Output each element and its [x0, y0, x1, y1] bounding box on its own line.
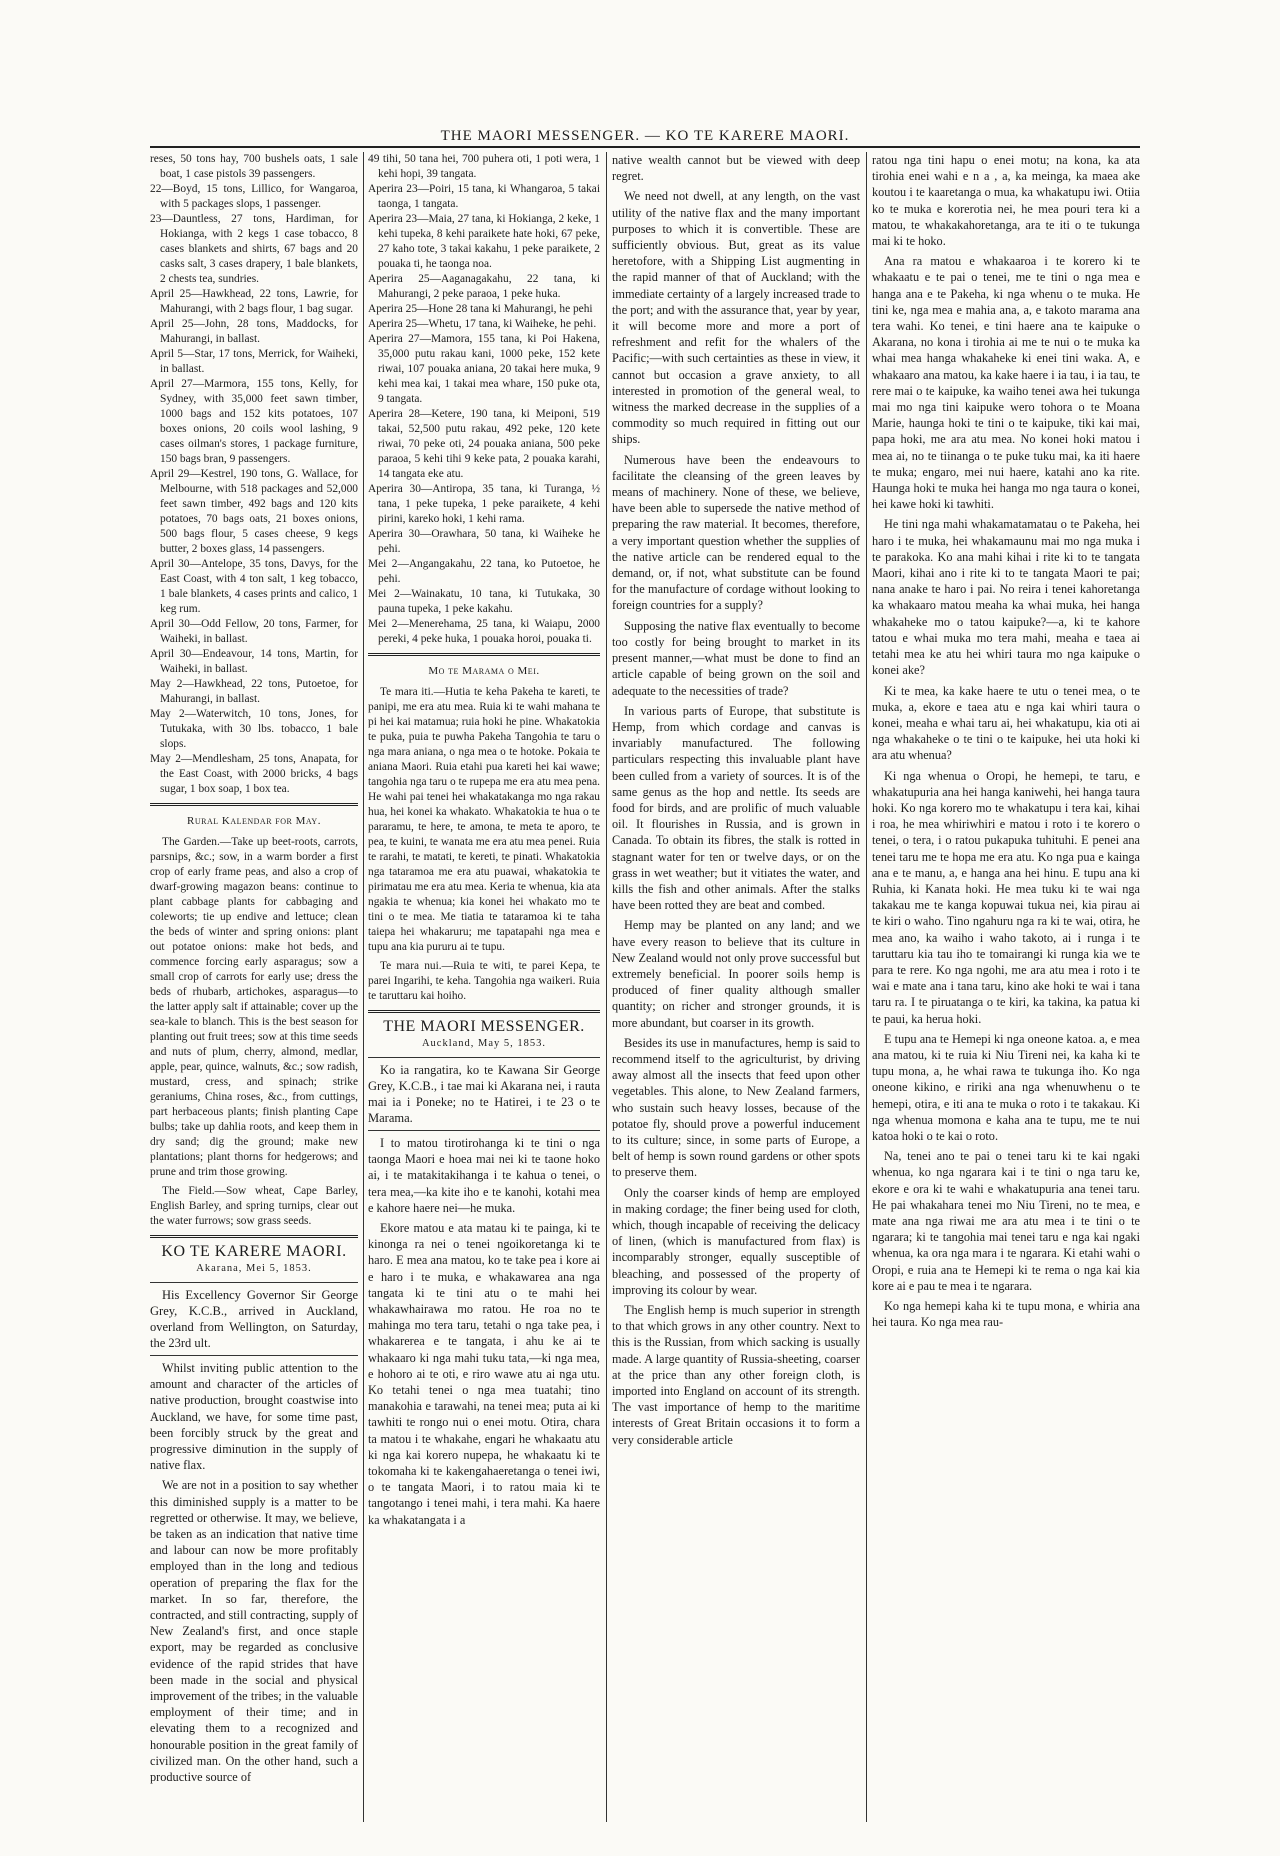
section-rule	[368, 653, 600, 656]
article-paragraph: Ana ra matou e whakaaroa i te korero ki te whakaatu e te pai o tenei, me te tini o nga mea e hanga ana e te Pakeha, ki nga whenu o te muka. He tini ke, nga mea e mahia ana, a, e takoto marama ana tera wahi. Ko tenei, e tini haere ana te kaipuke o Akarana, no kona i tirohia ai me te nui o te muka ka whai mea hanga whakaheke ki enei tini waka. A, e whakaaro ana matou, ka kake haere i ia tau, i ia tau, te rere mai o te kaipuke, ka waiho tenei awa hei tukunga mai mo nga tini kaipuke wero tohora o te Moana Marie, haunga hoki te tini o te kaipuke, tiki kai mai, papa hoki, me ara atu mea. No konei hoki matou i mea ai, no te tiinanga o te puke tuku mai, ka iti haere te muka; engaro, mei nui haere, katahi ano ka rite. Haunga hoki te muka hei hanga mo nga taura o konei, hei kawe hoki ki tawhiti.	[872, 254, 1140, 512]
article-paragraph: Numerous have been the endeavours to facilitate the cleansing of the green leaves by means of machinery. None of these, we believe, have been able to supersede the native method of preparing the raw material. It becomes, therefore, a very important question whether the supplies of the native article can be rendered equal to the demand, or, if not, what substitute can be found for the manufacture of cordage without looking to foreign countries for a supply?	[612, 452, 860, 613]
article-paragraph: Only the coarser kinds of hemp are employed in making cordage; the finer being used for cloth, which, though incapable of receiving the delicacy of linen, (which is manufactured from flax) is incomparably stronger, equally susceptible of bleaching, and possessed of the property of improving its colour by wear.	[612, 1185, 860, 1297]
shipping-entry: April 30—Endeavour, 14 tons, Martin, for Waiheki, in ballast.	[150, 648, 358, 675]
shipping-entry: Aperira 23—Maia, 27 tana, ki Hokianga, 2 keke, 1 kehi tupeka, 8 kehi paraikete hate hoki, 67 peke, 27 kaho tote, 3 takai kakahu, 1 peke paraikete, 2 pouaka ti, he taonga noa.	[368, 213, 600, 270]
article-paragraph: ratou nga tini hapu o enei motu; na kona, ka ata tirohia enei wahi e n a , a, ka meinga, ka maea ake koutou i te kaaretanga o mua, ka whakatupu iwi. Otiia ko te muka e korerotia nei, he mea pouri tera ki a matou, te whakakahoretanga, ara te iti o te tukunga mai ki te hoko.	[872, 153, 1140, 249]
head-rule	[150, 146, 1140, 148]
lead-paragraph: Ko ia rangatira, ko te Kawana Sir George Grey, K.C.B., i tae mai ki Akarana nei, i rauta mai ia i Poneke; no te Hatirei, i te 23 o te Marama.	[368, 1063, 600, 1125]
article-paragraph: He tini nga mahi whakamatamatau o te Pakeha, hei haro i te muka, hei whakamaunu mai mo nga muka i te parakoka. Ko ana mahi kihai i rite ki to te tangata Maori, kihai ano i rite ki to te tangata Maori te pai; nana anake te haro i pai. No reira i tenei kahoretanga ka whakaaro matou meaha ka whai muka, hei hanga whakaheke mo o tatou kaipuke?—a, ki te kahore tatou e whai muka mo tera mahi, meaha e taea ai tetahi mea ke atu hei whiri taura mo nga kaipuke o konei ake?	[872, 517, 1140, 678]
shipping-entry: 49 tihi, 50 tana hei, 700 puhera oti, 1 poti wera, 1 kehi hopi, 39 tangata.	[368, 153, 600, 180]
article-paragraph: I to matou tirotirohanga ki te tini o nga taonga Maori e hoea mai nei ki te taone hoko ai, i te matakitakihanga i te kahua o tenei, o tera mea,—ka kite iho e te kanohi, kotahi mea e kahore haere nei—he muka.	[368, 1136, 600, 1215]
marama-paragraph: Te mara iti.—Hutia te keha Pakeha te kareti, te panipi, me era atu mea. Ruia ki te wahi mahana te pi hei kai matamua; ruia hoki he pine. Whakatokia te puka, puia te puwha Pakeha Tangohia te taru o nga mara aniana, o nga mea o te hotoke. Pokaia te aniana Maori. Ruia etahi pua kareti hei kai wawe; tangohia nga taru o te rupepa me era atu mea pena. He wahi pai tenei hei whakatakanga mo nga rakau hua, hei konei ka whakato. Whakatokia te hua o te pararamu, te here, te amona, te meta te aporo, te pea, te kuini, te wanata me era atu mea penei. Ruia te rarahi, te matati, te kereti, te pinati. Whakatokia nga tataramoa me era atu puawai, whakatokia te pirimatau me era atu mea. Keria te whenua, kia ata ngakia te whenua; kia konei hei whakato mo te tini o te mea. Me tiatia te tataramoa ki te taha taiepa hei whakaruru; me tapatapahi nga mea e tupu ana kia pururu ai te tupu.	[368, 686, 600, 953]
shipping-entry: May 2—Hawkhead, 22 tons, Putoetoe, for Mahurangi, in ballast.	[150, 678, 358, 705]
section-title-marama: Mo te Marama o Mei.	[428, 665, 540, 677]
column-2	[368, 152, 600, 1822]
section-rule	[150, 1355, 358, 1356]
article-paragraph: Supposing the native flax eventually to become too costly for being brought to market in its present manner,—what must be done to find an article capable of being grown on the soil and adequate to the necessities of trade?	[612, 618, 860, 698]
shipping-entry: 22—Boyd, 15 tons, Lillico, for Wangaroa, with 5 packages slops, 1 passenger.	[150, 183, 358, 210]
shipping-entry: Aperira 23—Poiri, 15 tana, ki Whangaroa, 5 takai taonga, 1 tangata.	[368, 183, 600, 210]
shipping-entry: Mei 2—Wainakatu, 10 tana, ki Tutukaka, 30 pauna tupeka, 1 peke kakahu.	[368, 588, 600, 615]
shipping-entry: May 2—Mendlesham, 25 tons, Anapata, for the East Coast, with 2000 bricks, 4 bags sugar, 1 box soap, 1 box tea.	[150, 753, 358, 795]
masthead-maori: KO TE KARERE MAORI.	[161, 1243, 347, 1260]
lead-paragraph: His Excellency Governor Sir George Grey, K.C.B., arrived in Auckland, overland from Wellington, on Saturday, the 23rd ult.	[150, 1288, 358, 1350]
kalendar-paragraph: The Garden.—Take up beet-roots, carrots, parsnips, &c.; sow, in a warm border a first crop of early frame peas, and also a crop of dwarf-growing magazon beans: continue to plant cabbage plants for cabbaging and coleworts; tie up endive and lettuce; clean the beds of winter and spring onions: plant out potatoe onions: make hot beds, and commence forcing early asparagus; sow a small crop of carrots for early use; dress the beds of rhubarb, artichokes, asparagus—to the latter apply salt if attainable; cover up the sea-kale to blanch. This is the best season for planting out fruit trees; sow at this time seeds and nuts of plum, cherry, almond, medlar, apple, pear, quince, walnuts, &c.; sow radish, mustard, cress, and spinach; strike geraniums, China roses, &c., from cuttings, part herbaceous plants; finish planting Cape bulbs; take up dahlia roots, and keep them in dry sand; dig the ground; make new plantations; plant thorns for hedgerows; and prune and trim those growing.	[150, 836, 358, 1178]
shipping-list-maori	[368, 152, 600, 647]
shipping-entry: May 2—Waterwitch, 10 tons, Jones, for Tutukaka, with 30 lbs. tobacco, 1 bale slops.	[150, 708, 358, 750]
section-rule	[368, 1130, 600, 1131]
shipping-entry: Aperira 27—Mamora, 155 tana, ki Poi Hakena, 35,000 putu rakau kani, 1000 peke, 152 kete riwai, 107 pouaka aniana, 20 takai here muka, 9 kehi mea kai, 1 takai mea whare, 150 puke ota, 9 tangata.	[368, 333, 600, 405]
article-paragraph: native wealth cannot but be viewed with deep regret.	[612, 153, 860, 184]
section-title-kalendar: Rural Kalendar for May.	[187, 815, 321, 827]
article-paragraph: The English hemp is much superior in strength to that which grows in any other country. Next to this is the Russian, from which sacking is usually made. A large quantity of Russia-sheeting, coarser at the price than any other foreign cloth, is imported into England on account of its strength. The vast importance of hemp to the maritime interests of Great Britain occasions it to form a very considerable article	[612, 1303, 860, 1447]
shipping-entry: reses, 50 tons hay, 700 bushels oats, 1 sale boat, 1 case pistols 39 passengers.	[150, 153, 358, 180]
shipping-entry: April 25—John, 28 tons, Maddocks, for Mahurangi, in ballast.	[150, 318, 358, 345]
shipping-entry: Mei 2—Angangakahu, 22 tana, ko Putoetoe, he pehi.	[368, 558, 600, 585]
shipping-entry: April 5—Star, 17 tons, Merrick, for Waiheki, in ballast.	[150, 348, 358, 375]
column-rule	[866, 152, 867, 1822]
shipping-entry: April 30—Odd Fellow, 20 tons, Farmer, for Waiheki, in ballast.	[150, 618, 358, 645]
column-1	[150, 152, 358, 1822]
dateline: Akarana, Mei 5, 1853.	[196, 1263, 312, 1274]
article-paragraph: Besides its use in manufactures, hemp is said to recommend itself to the agriculturist, by driving away almost all the insects that feed upon other vegetables. This alone, to New Zealand farmers, who sustain such heavy losses, because of the potatoe fly, should prove a powerful inducement to its culture; since, in some parts of Europe, a belt of hemp is sown round gardens or other spots to preserve them.	[612, 1035, 860, 1180]
article-paragraph: We need not dwell, at any length, on the vast utility of the native flax and the many important purposes to which it is convertible. These are sufficiently obvious. But, great as its value heretofore, with a Shipping List augmenting in the rapid manner of that of Auckland; with the immediate certainty of a largely increased trade to the port; and with the assurance that, year by year, it will become more and more a port of refreshment and refit for the whalers of the Pacific;—with such certainties as these in view, it cannot but occasion a grave anxiety, to all interested in promotion of the general weal, to witness the marked decrease in the supplies of a commodity so much required in fitting out our ships.	[612, 189, 860, 447]
column-4	[872, 152, 1140, 1822]
shipping-entry: Aperira 28—Ketere, 190 tana, ki Meiponi, 519 takai, 52,500 putu rakau, 492 peke, 120 kete riwai, 70 peke oti, 24 pouaka aniana, 500 peke paraoa, 5 kehi tihi 9 keke pata, 2 pouaka karahi, 14 tangata eke atu.	[368, 408, 600, 480]
article-paragraph: Ki nga whenua o Oropi, he hemepi, te taru, e whakatupuria ana hei hanga kaniwehi, hei hanga taura hoki. Ko nga korero mo te whakatupu i tera kai, kihai i roa, he mea whiriwhiri e matou i roto i te korero o tenei, o tera, i o ratou pukapuka tuhituhi. E penei ana tenei taru me te hopa me era atu. Ko nga pua e kainga ana e te manu, a, e hanga ana hei hinu. E tupu ana ki Ruhia, ki Kanata hoki. He mea tuku ki te wai nga takakau me te kanga kopuwai tukua nei, kia pirau ai te kiri o waho. Tino ngahuru nga ra ki te wai, otira, he mea ano, ka waiho i waho takoto, ai i runga i te taruttaru kia tau iho te tomairangi ki runga kia we te para te rere. Ko nga ngohi, me ara atu mea i roto i te wai e mate ana i tana taru, kino ake hoki te wai i tana taru ra. I te piruatanga o te kiri, ka takina, ka patua ki te paui, ka herua hoki.	[872, 768, 1140, 1026]
running-head: THE MAORI MESSENGER. — KO TE KARERE MAORI.	[440, 128, 850, 144]
shipping-entry: Aperira 25—Aaganagakahu, 22 tana, ki Mahurangi, 2 peke paraoa, 1 peke huka.	[368, 273, 600, 300]
shipping-entry: April 30—Antelope, 35 tons, Davys, for the East Coast, with 4 ton salt, 1 keg tobacco, 1 bale blankets, 4 cases prints and calico, 1 keg rum.	[150, 558, 358, 615]
article-paragraph: Na, tenei ano te pai o tenei taru ki te kai ngaki whenua, ko nga ngarara kai i te tini o nga taru ke, ekore e ora ki te wahi e whakatupuria ana tenei taru. He pai whakahara tenei mo Niu Tireni, no te mea, e mate ana nga riwai me ara atu mea i te tini o te ngarara; ki te tangohia mai tenei taru e nga kai ngaki whenua, ka ora nga mara i te ngarara. Ki etahi wahi o Oropi, e ruia ana te Hemepi ki te rema o nga kai kia kore ai e pau te mea i te ngarara.	[872, 1149, 1140, 1293]
article-paragraph: Ekore matou e ata matau ki te painga, ki te kinonga ra nei o tenei ngoikoretanga ki te haro. E mea ana matou, ko te take pea i kore ai e haro i te muka, e whakawarea ana nga tangata ki te tini atu o te mahi hei whakawhairawa mo ratou. He roa no te mahinga mo tera taru, tetahi o nga take pea, i whakarerea e te tangata, i ahu ke ai te whakaaro ki nga mahi tuku tata,—ki nga mea, e hohoro ai te oti, e riro wawe atu ai nga utu. Ko tetahi tenei o nga mea tuatahi; tino manakohia e tarawahi, na tenei mea; puta ai ki tawhiti te rongo nui o enei motu. Otira, chara ta matou i te whakahe, engari he whakaatu atu ki nga kai korero nupepa, he whakaatu ki te tokomaha ki te kakengahaeretanga o tenei iwi, o te tangata Maori, i to ratou maia ki te tangotango i tenei mahi, i tera mahi. Ka haere ka whakatangata i a	[368, 1221, 600, 1527]
shipping-entry: Mei 2—Menerehama, 25 tana, ki Waiapu, 2000 pereki, 4 peke huka, 1 pouaka horoi, pouaka ti.	[368, 618, 600, 645]
marama-paragraph: Te mara nui.—Ruia te witi, te parei Kepa, te parei Ingarihi, te keha. Tangohia nga waikeri. Ruia te taruttaru kai hoiho.	[368, 960, 600, 1002]
section-rule	[150, 1235, 358, 1238]
shipping-entry: Aperira 30—Antiropa, 35 tana, ki Turanga, ½ tana, 1 peke tupeka, 1 peke paraikete, 4 kehi pirini, kareko hoki, 1 kehi rama.	[368, 483, 600, 525]
shipping-entry: Aperira 25—Whetu, 17 tana, ki Waiheke, he pehi.	[368, 318, 597, 330]
shipping-entry: Aperira 30—Orawhara, 50 tana, ki Waiheke he pehi.	[368, 528, 600, 555]
shipping-entry: April 29—Kestrel, 190 tons, G. Wallace, for Melbourne, with 518 packages and 52,000 feet sawn timber, 492 bags and 120 kits potatoes, 70 bags oats, 21 boxes onions, 500 bags flour, 5 cases cheese, 9 kegs butter, 2 boxes glass, 14 passengers.	[150, 468, 358, 555]
section-rule	[368, 1010, 600, 1013]
article-paragraph: In various parts of Europe, that substitute is Hemp, from which cordage and canvas is invariably manufactured. The following particulars respecting this invaluable plant have been culled from a variety of sources. It is of the same genus as the hop and nettle. Its seeds are food for birds, and are prolific of much valuable oil. It flourishes in Russia, and is grown in Canada. To obtain its fibres, the stalk is rotted in stagnant water for ten or twelve days, or on the grass in wet weather; but it vitiates the water, and kills the fish and other animals. After the stalks have been rotted they are beat and combed.	[612, 703, 860, 913]
column-3	[612, 152, 860, 1822]
article-paragraph: We are not in a position to say whether this diminished supply is a matter to be regretted or otherwise. It may, we believe, be taken as an indication that native time and labour can now be more profitably employed than in the long and tedious operation of preparing the flax for the market. In so far, therefore, the contracted, and still contracting, supply of New Zealand's first, and once staple export, may be regarded as conclusive evidence of the rapid strides that have been made in the social and physical improvement of the tribes; in the valuable employment of their time; and in elevating them to a recognized and honourable position in the great family of civilized man. On the other hand, such a productive source of	[150, 1478, 358, 1785]
shipping-entry: Aperira 25—Hone 28 tana ki Mahurangi, he pehi	[368, 303, 593, 315]
shipping-entry: 23—Dauntless, 27 tons, Hardiman, for Hokianga, with 2 kegs 1 case tobacco, 8 cases blankets and shirts, 67 bags and 20 casks salt, 3 cases drapery, 1 bale blankets, 2 chests tea, sundries.	[150, 213, 358, 285]
masthead-english: THE MAORI MESSENGER.	[383, 1018, 585, 1035]
article-paragraph: Hemp may be planted on any land; and we have every reason to believe that its culture in New Zealand would not only prove successful but extremely beneficial. In poorer soils hemp is produced of finer quality although smaller quantity; on richer and stronger grounds, it is more abundant, but coarser in its growth.	[612, 918, 860, 1030]
article-paragraph: E tupu ana te Hemepi ki nga oneone katoa. a, e mea ana matou, ki te ruia ki Niu Tireni nei, ka kaha ki te tupu mona, a, he whai rawa te tukunga iho. Ko nga oneone kikino, e ririki ana nga whenuwhenu o te hemepi, otira, e iti ana te muka o roto i te takakau. Ki nga whenua momona e kaha ana te tupu, me te nui katoa hoki o te kai o roto.	[872, 1031, 1140, 1143]
kalendar-paragraph: The Field.—Sow wheat, Cape Barley, English Barley, and spring turnips, clear out the water furrows; sow grass seeds.	[150, 1185, 358, 1227]
article-paragraph: Whilst inviting public attention to the amount and character of the articles of native production, brought coastwise into Auckland, we have, for some time past, been forcibly struck by the great and progressive diminution in the supply of native flax.	[150, 1361, 358, 1473]
section-rule	[150, 1282, 358, 1283]
shipping-list-english	[150, 152, 358, 797]
shipping-entry: April 25—Hawkhead, 22 tons, Lawrie, for Mahurangi, with 2 bags flour, 1 bag sugar.	[150, 288, 358, 315]
column-rule	[363, 152, 364, 1822]
column-rule	[606, 152, 607, 1822]
section-rule	[368, 1057, 600, 1058]
columns	[150, 152, 1140, 1822]
article-paragraph: Ko nga hemepi kaha ki te tupu mona, e whiria ana hei taura. Ko nga mea rau-	[872, 1299, 1140, 1330]
dateline: Auckland, May 5, 1853.	[421, 1038, 547, 1049]
section-rule	[150, 803, 358, 806]
article-paragraph: Ki te mea, ka kake haere te utu o tenei mea, o te muka, a, ekore e taea atu e nga kai whiri taura o konei, meaha e whai taru ai, hei whakatupu, kia oti ai nga whakaheke o te tini o te kaipuke, hei uta hoki ki ara atu whenua?	[872, 683, 1140, 763]
shipping-entry: April 27—Marmora, 155 tons, Kelly, for Sydney, with 35,000 feet sawn timber, 1000 bags and 152 kits potatoes, 107 boxes onions, 20 coils wool lashing, 9 cases oilman's stores, 1 package furniture, 150 bags bran, 9 passengers.	[150, 378, 358, 465]
